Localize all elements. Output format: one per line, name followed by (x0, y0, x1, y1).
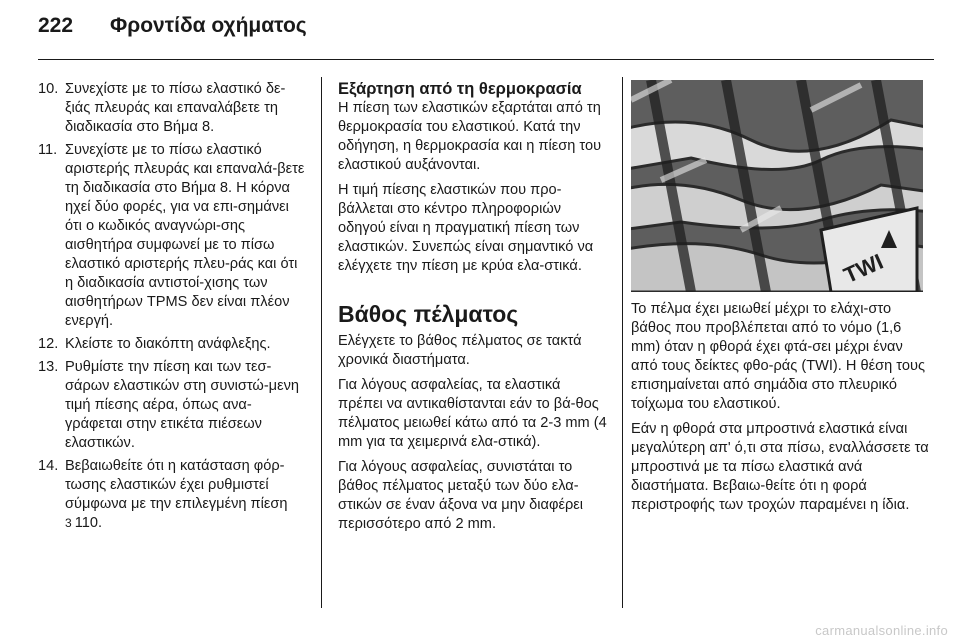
column-temperature-tread (338, 80, 608, 540)
temperature-heading: Εξάρτηση από τη θερμοκρασία (338, 80, 582, 98)
step-text: Ρυθμίστε την πίεση και των τεσ-σάρων ελαστικών στη συνιστώ-μενη τιμή πίεσης αέρα, όπως ανα-γράφεται στην ετικέτα πιέσεων ελαστικών. (65, 359, 300, 451)
tire-tread-illustration (631, 80, 923, 292)
step-number: 11. (38, 142, 58, 158)
list-item (38, 358, 306, 453)
column-tread-wear (631, 80, 931, 521)
step-number: 13. (38, 359, 59, 375)
step-text: Συνεχίστε με το πίσω ελαστικό δε-ξιάς πλευράς και επαναλάβετε τη διαδικασία στο Βήμα 8. (65, 81, 286, 135)
step-number: 14. (38, 458, 59, 474)
list-item (38, 141, 306, 331)
page-reference-arrow-icon[interactable]: 3 (65, 516, 72, 530)
watermark: carmanualsonline.info (815, 623, 948, 638)
wear-paragraph-2: Εάν η φθορά στα μπροστινά ελαστικά είναι μεγαλύτερη απ' ό,τι στα πίσω, εναλλάσσετε τα μπροστινά με τα πίσω ελαστικά ανά διαστήματα. Βεβαιω-θείτε ότι η φορά περιστροφής των τροχών παραμένει η ίδια. (631, 421, 929, 513)
list-item (38, 335, 306, 354)
page-reference-link[interactable]: 110. (74, 515, 103, 531)
step-number: 12. (38, 336, 59, 352)
tread-depth-heading: Βάθος πέλματος (338, 301, 519, 327)
column-divider-right (622, 77, 623, 608)
page-title: Φροντίδα οχήματος (110, 14, 307, 37)
wear-paragraph-1: Το πέλμα έχει μειωθεί μέχρι το ελάχι-στο βάθος που προβλέπεται από το νόμο (1,6 mm) όταν η φθορά έχει φτά-σει μέχρι έναν από τους δείκτες φθο-ράς (TWI). Η θέση τους επισημαίνεται από σημάδια στο πλευρικό τοίχωμα του ελαστικού. (631, 301, 925, 412)
step-number: 10. (38, 81, 59, 97)
page-header (38, 14, 307, 46)
list-item (38, 80, 306, 137)
column-steps (38, 80, 306, 537)
list-item (38, 457, 306, 533)
step-text: Βεβαιωθείτε ότι η κατάσταση φόρ-τωσης ελαστικών έχει ρυθμιστεί σύμφωνα με την επιλεγμένη πίεση (65, 458, 288, 512)
step-text-with-reference (65, 457, 306, 533)
temperature-paragraph-2: Η τιμή πίεσης ελαστικών που προ-βάλλεται στο κέντρο πληροφοριών οδηγού είναι η πραγματική πίεση των ελαστικών. Συνεπώς είναι σημαντικό να ελέγχετε την πίεση με κρύα ελα-στικά. (338, 182, 594, 274)
page-number: 222 (38, 14, 74, 37)
step-text: Κλείστε το διακόπτη ανάφλεξης. (65, 336, 271, 352)
column-divider-left (321, 77, 322, 608)
tread-paragraph-1: Ελέγχετε το βάθος πέλματος σε τακτά χρονικά διαστήματα. (338, 333, 582, 368)
temperature-paragraph-1: Η πίεση των ελαστικών εξαρτάται από τη θερμοκρασία του ελαστικού. Κατά την οδήγηση, η θερμοκρασία και η πίεση του ελαστικού αυξάνονται. (338, 100, 602, 173)
step-text: Συνεχίστε με το πίσω ελαστικό αριστερής πλευράς και επαναλά-βετε τη διαδικασία στο Βήμα 8. Η κόρνα ηχεί δύο φορές, για να επι-σημάνει ότι ο κωδικός αναγνώρι-σης αισθητήρα συμφωνεί με το πίσω ελαστικό αριστερής πλευ-ράς και ότι η διαδικασία αντιστοί-χισης των αισθητήρων TPMS δεν είναι πλέον ενεργή. (65, 142, 305, 329)
steps-list (38, 80, 306, 533)
tread-paragraph-2: Για λόγους ασφαλείας, τα ελαστικά πρέπει να αντικαθίστανται εάν το βά-θος πέλματος μειωθεί κάτω από τα 2-3 mm (4 mm για τα χειμερινά ελα-στικά). (338, 377, 607, 450)
twi-label: TWI (839, 248, 887, 289)
tread-paragraph-3: Για λόγους ασφαλείας, συνιστάται το βάθος πέλματος μεταξύ των δύο ελα-στικών σε έναν άξονα να μην διαφέρει περισσότερο από 2 mm. (338, 459, 584, 532)
header-rule (38, 59, 934, 60)
